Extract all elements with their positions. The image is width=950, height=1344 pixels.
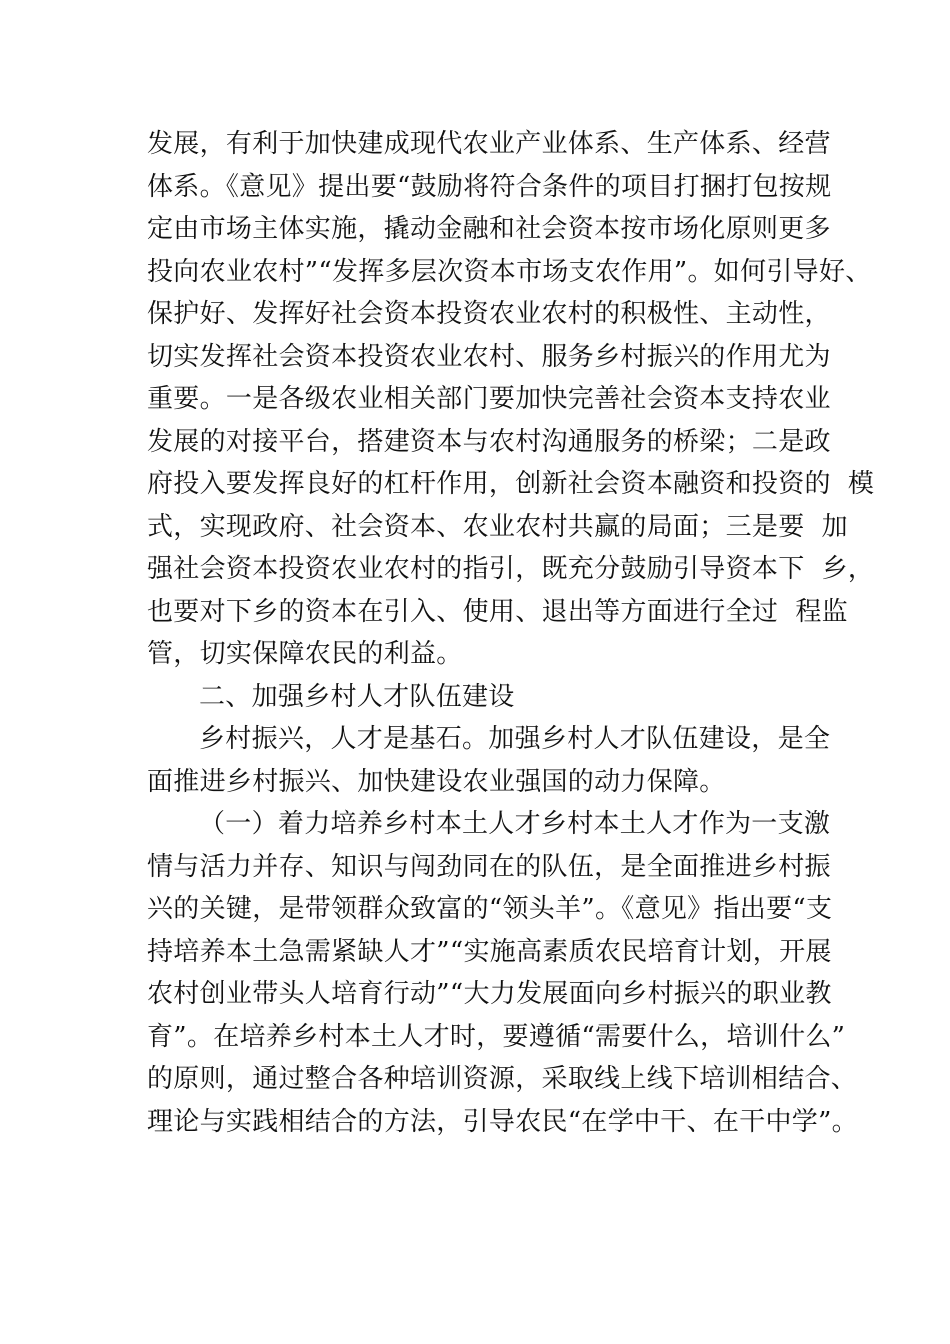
text-line: 发展的对接平台，搭建资本与农村沟通服务的桥梁；二是政 xyxy=(147,427,831,457)
text-line: 农村创业带头人培育行动”“大力发展面向乡村振兴的职业教 xyxy=(147,979,832,1009)
text-line: 重要。一是各级农业相关部门要加快完善社会资本支持农业 xyxy=(147,384,831,414)
text-line: 管，切实保障农民的利益。 xyxy=(147,639,463,669)
text-line: 强社会资本投资农业农村的指引，既充分鼓励引导资本下 乡， xyxy=(147,554,875,584)
text-line: 保护好、发挥好社会资本投资农业农村的积极性、主动性， xyxy=(147,299,831,329)
text-line: 情与活力并存、知识与闯劲同在的队伍，是全面推进乡村振 xyxy=(147,852,831,882)
text-line: 切实发挥社会资本投资农业农村、服务乡村振兴的作用尤为 xyxy=(147,342,831,372)
text-line: 式，实现政府、社会资本、农业农村共赢的局面；三是要 加 xyxy=(147,512,848,542)
text-line: 体系。《意见》提出要“鼓励将符合条件的项目打捆打包按规 xyxy=(147,172,832,202)
paragraph-first-line: 乡村振兴，人才是基石。加强乡村人才队伍建设，是全 xyxy=(199,724,831,754)
text-line: 面推进乡村振兴、加快建设农业强国的动力保障。 xyxy=(147,767,726,797)
text-line: 持培养本土急需紧缺人才”“实施高素质农民培育计划，开展 xyxy=(147,937,832,967)
text-line: 也要对下乡的资本在引入、使用、退出等方面进行全过 程监 xyxy=(147,597,848,627)
text-line: 的原则，通过整合各种培训资源，采取线上线下培训相结合、 xyxy=(147,1064,858,1094)
text-line: 发展，有利于加快建成现代农业产业体系、生产体系、经营 xyxy=(147,129,831,159)
text-line: 投向农业农村”“发挥多层次资本市场支农作用”。如何引导好、 xyxy=(147,257,872,287)
text-line: 兴的关键，是带领群众致富的“领头羊”。《意见》指出要“支 xyxy=(147,894,833,924)
text-line: 育”。在培养乡村本土人才时，要遵循“需要什么，培训什么” xyxy=(147,1022,846,1052)
text-line: 理论与实践相结合的方法，引导农民“在学中干、在干中学”。 xyxy=(147,1107,858,1137)
subsection-heading: （一）着力培养乡村本土人才乡村本土人才作为一支激 xyxy=(199,809,831,839)
text-line: 府投入要发挥良好的杠杆作用，创新社会资本融资和投资的 模 xyxy=(147,469,875,499)
text-line: 定由市场主体实施，撬动金融和社会资本按市场化原则更多 xyxy=(147,214,831,244)
section-heading: 二、加强乡村人才队伍建设 xyxy=(199,682,515,712)
